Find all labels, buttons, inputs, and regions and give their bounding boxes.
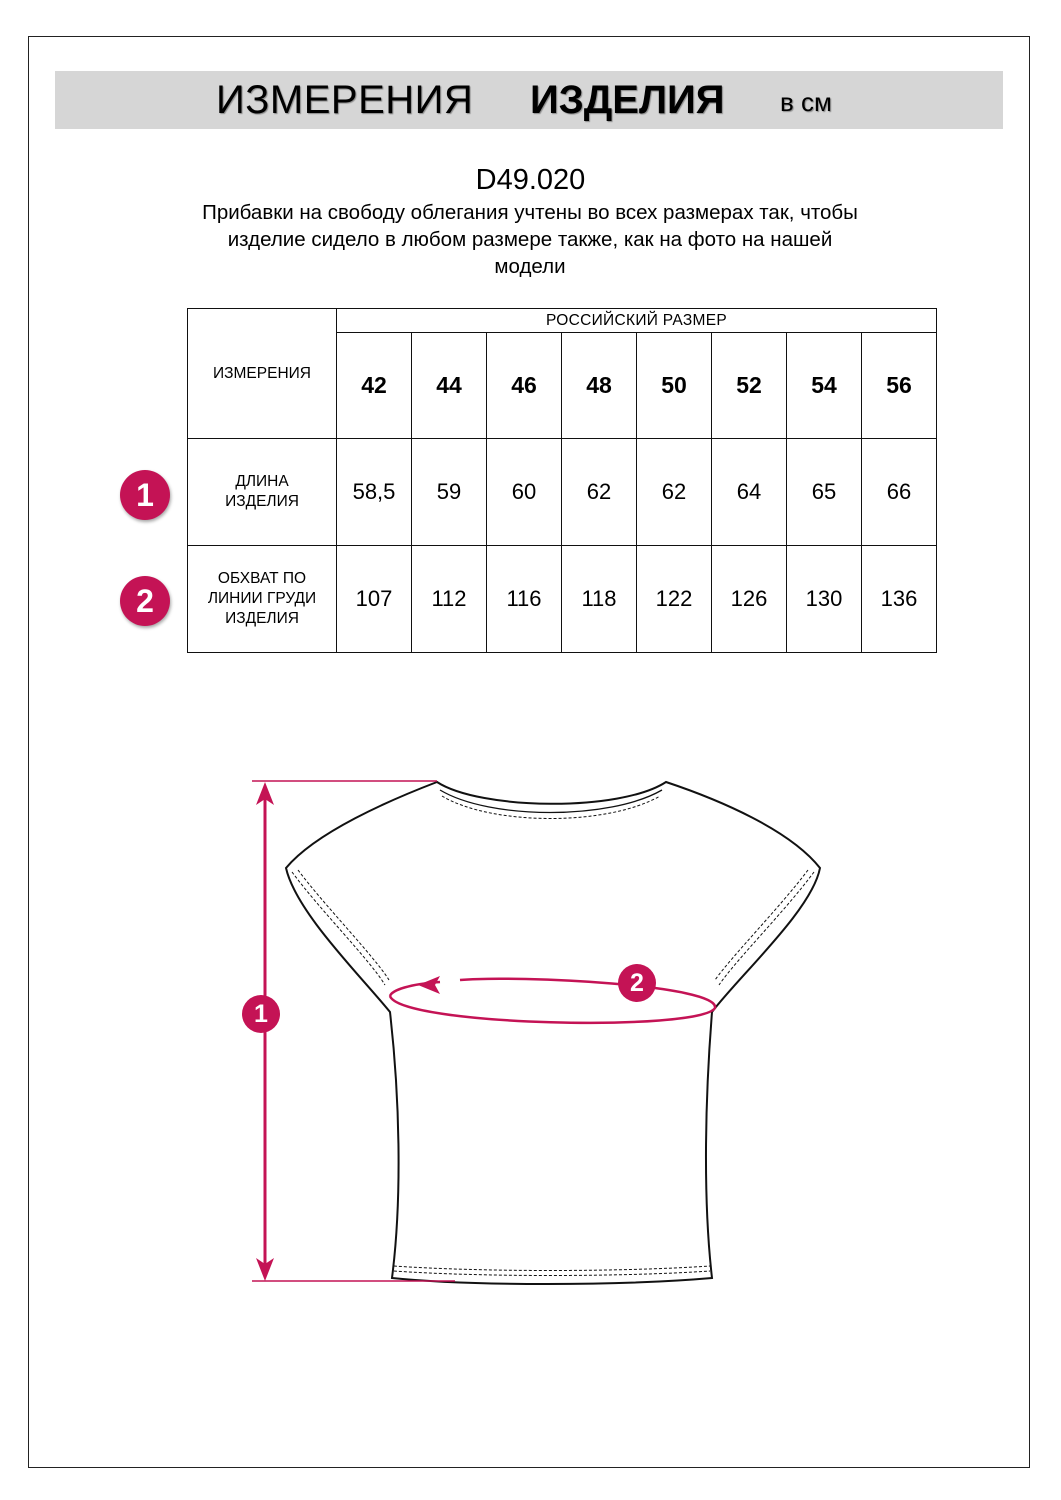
row-label-line: ОБХВАТ ПО (217, 570, 307, 587)
size-system-header: РОССИЙСКИЙ РАЗМЕР (337, 309, 937, 333)
description-line: модели (494, 255, 566, 278)
size-cell: 54 (787, 333, 862, 439)
chest-badge: 2 (120, 576, 170, 626)
description-line: Прибавки на свободу облегания учтены во всех размерах так, чтобы (202, 201, 858, 224)
value-cell: 62 (562, 439, 637, 546)
size-cell: 52 (712, 333, 787, 439)
value-cell: 66 (862, 439, 937, 546)
product-code: D49.020 (475, 164, 586, 196)
value-cell: 65 (787, 439, 862, 546)
header-title-measurements: ИЗМЕРЕНИЯ (216, 78, 474, 122)
tshirt-outline (286, 782, 820, 1284)
value-cell: 112 (412, 546, 487, 653)
measurement-header: ИЗМЕРЕНИЯ (213, 364, 311, 382)
size-cell: 42 (337, 333, 412, 439)
size-cell: 46 (487, 333, 562, 439)
value-cell: 59 (412, 439, 487, 546)
length-badge: 1 (120, 470, 170, 520)
size-cell: 56 (862, 333, 937, 439)
value-cell: 107 (337, 546, 412, 653)
row-label-line: ЛИНИИ ГРУДИ (207, 590, 317, 607)
sleeve-stitch-right (715, 870, 808, 980)
description-line: изделие сидело в любом размере также, как на фото на нашей (227, 228, 833, 251)
row-label-line: ИЗДЕЛИЯ (225, 610, 299, 627)
value-cell: 116 (487, 546, 562, 653)
value-cell: 58,5 (337, 439, 412, 546)
header-unit: в см (780, 87, 832, 117)
row-label-line: ДЛИНА (235, 473, 289, 490)
row-label-line: ИЗДЕЛИЯ (225, 493, 299, 510)
value-cell: 130 (787, 546, 862, 653)
value-cell: 60 (487, 439, 562, 546)
value-cell: 62 (637, 439, 712, 546)
neckline-stitch (442, 796, 660, 819)
hem-stitch (394, 1271, 710, 1276)
size-cell: 50 (637, 333, 712, 439)
size-cell: 44 (412, 333, 487, 439)
value-cell: 64 (712, 439, 787, 546)
value-cell: 136 (862, 546, 937, 653)
value-cell: 122 (637, 546, 712, 653)
header-title-product: ИЗДЕЛИЯ (530, 78, 725, 122)
sleeve-stitch-left (292, 872, 385, 985)
value-cell: 118 (562, 546, 637, 653)
size-cell: 48 (562, 333, 637, 439)
chest-arrow-head (418, 976, 440, 994)
diagram-chest-marker: 2 (618, 964, 656, 1002)
sleeve-stitch-left (298, 870, 389, 980)
value-cell: 126 (712, 546, 787, 653)
hem-stitch (394, 1266, 710, 1271)
diagram-length-marker: 1 (242, 995, 280, 1033)
chest-ellipse (390, 979, 715, 1023)
sleeve-stitch-right (719, 872, 814, 985)
